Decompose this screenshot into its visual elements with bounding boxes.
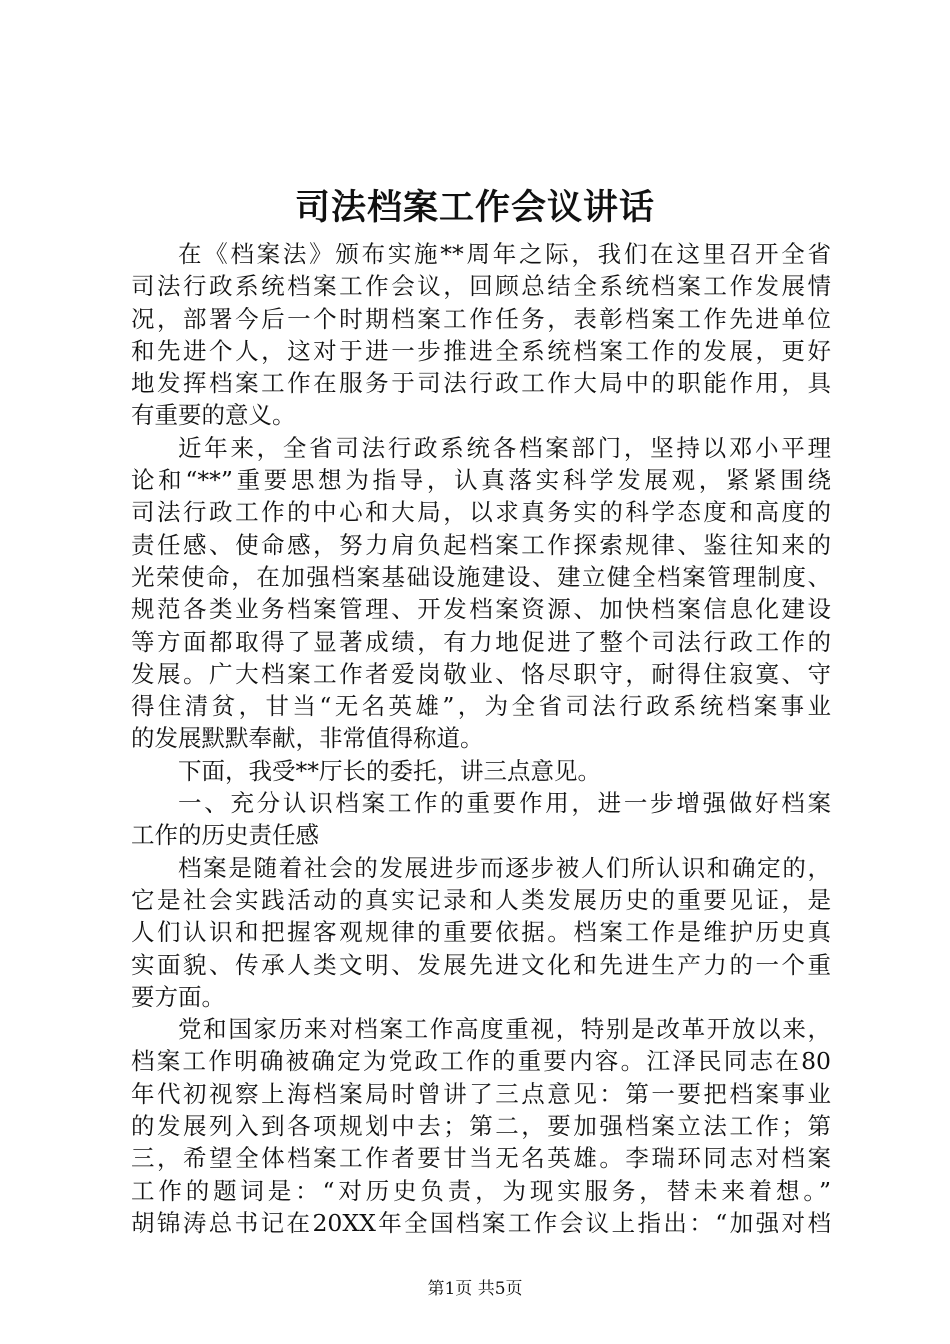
text-line: 近年来，全省司法行政系统各档案部门，坚持以邓小平理	[178, 433, 831, 462]
text-line: 下面，我受**厅长的委托，讲三点意见。	[178, 756, 601, 785]
text-line: 规范各类业务档案管理、开发档案资源、加快档案信息化建设	[131, 595, 831, 624]
text-line: 论和“**”重要思想为指导，认真落实科学发展观，紧紧围绕	[131, 466, 831, 495]
text-line: 工作的历史责任感	[131, 821, 319, 850]
text-line: 要方面。	[131, 982, 225, 1011]
text-line: 的发展默默奉献，非常值得称道。	[131, 724, 484, 753]
text-line: 的发展列入到各项规划中去；第二，要加强档案立法工作；第	[131, 1112, 831, 1141]
text-line: 等方面都取得了显著成绩，有力地促进了整个司法行政工作的	[131, 627, 831, 656]
text-line: 有重要的意义。	[131, 401, 296, 430]
text-line: 它是社会实践活动的真实记录和人类发展历史的重要见证，是	[131, 885, 831, 914]
document-title: 司法档案工作会议讲话	[294, 187, 655, 228]
text-line: 年代初视察上海档案局时曾讲了三点意见：第一要把档案事业	[131, 1079, 831, 1108]
text-line: 司法行政系统档案工作会议，回顾总结全系统档案工作发展情	[131, 272, 831, 301]
text-line: 地发挥档案工作在服务于司法行政工作大局中的职能作用，具	[131, 369, 831, 398]
text-line: 得住清贫，甘当“无名英雄”，为全省司法行政系统档案事业	[131, 692, 831, 721]
text-line: 况，部署今后一个时期档案工作任务，表彰档案工作先进单位	[131, 304, 831, 333]
text-line: 实面貌、传承人类文明、发展先进文化和先进生产力的一个重	[131, 950, 831, 979]
text-line: 一、充分认识档案工作的重要作用，进一步增强做好档案	[178, 789, 831, 818]
text-line: 党和国家历来对档案工作高度重视，特别是改革开放以来，	[178, 1015, 831, 1044]
text-line: 发展。广大档案工作者爱岗敬业、恪尽职守，耐得住寂寞、守	[131, 659, 831, 688]
text-line: 工作的题词是：“对历史负责，为现实服务，替未来着想。”	[131, 1176, 831, 1205]
text-line: 人们认识和把握客观规律的重要依据。档案工作是维护历史真	[131, 918, 831, 947]
page-footer: 第1页 共5页	[427, 1279, 523, 1299]
text-line: 三，希望全体档案工作者要甘当无名英雄。李瑞环同志对档案	[131, 1144, 831, 1173]
text-line: 在《档案法》颁布实施**周年之际，我们在这里召开全省	[178, 240, 831, 268]
text-line: 光荣使命，在加强档案基础设施建设、建立健全档案管理制度、	[131, 562, 831, 591]
text-line: 档案工作明确被确定为党政工作的重要内容。江泽民同志在80	[131, 1047, 831, 1076]
text-line: 司法行政工作的中心和大局，以求真务实的科学态度和高度的	[131, 498, 831, 527]
text-line: 责任感、使命感，努力肩负起档案工作探索规律、鉴往知来的	[131, 530, 831, 559]
text-line: 胡锦涛总书记在20XX年全国档案工作会议上指出：“加强对档	[131, 1208, 831, 1237]
text-line: 档案是随着社会的发展进步而逐步被人们所认识和确定的，	[178, 853, 831, 882]
document-body	[131, 238, 831, 1239]
text-line: 和先进个人，这对于进一步推进全系统档案工作的发展，更好	[131, 336, 831, 365]
